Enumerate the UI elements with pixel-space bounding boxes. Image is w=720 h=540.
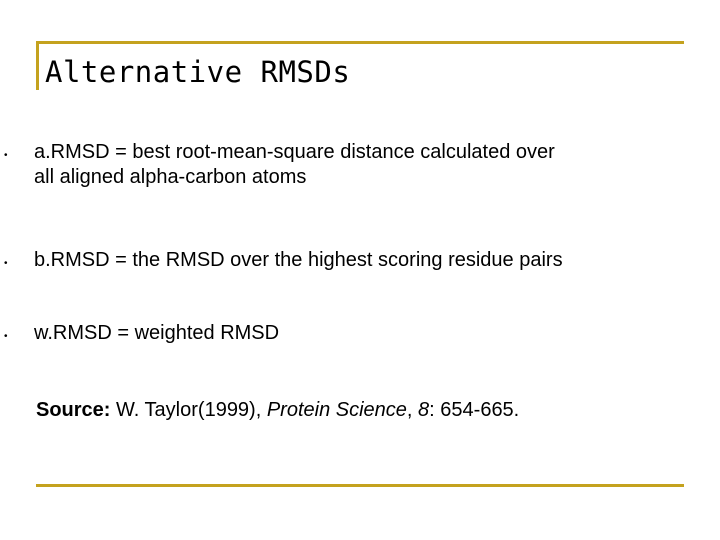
bullet-text-line: w.RMSD = weighted RMSD [34, 322, 280, 344]
bullet-text [34, 321, 714, 346]
source-pages: : 654-665. [429, 399, 520, 421]
bullet-icon: • [4, 331, 8, 342]
bottom-rule [36, 484, 684, 487]
bullet-text [34, 248, 714, 273]
source-comma: , [406, 399, 413, 421]
source-label: Source: [36, 399, 111, 421]
source-volume: 8 [418, 399, 430, 421]
title-rule-left [36, 41, 39, 90]
title-rule-top [36, 41, 684, 44]
bullet-icon: • [4, 258, 8, 269]
bullet-text-line: a.RMSD = best root-mean-square distance calculated over [34, 141, 555, 163]
slide-title: Alternative RMSDs [45, 55, 351, 89]
bullet-text-line: b.RMSD = the RMSD over the highest scoring residue pairs [34, 249, 563, 271]
bullet-icon: • [4, 150, 8, 161]
bullet-text [34, 140, 714, 190]
source-author: W. Taylor(1999), [116, 399, 262, 421]
bullet-text-line: all aligned alpha-carbon atoms [34, 166, 307, 188]
source-journal: Protein Science [266, 399, 407, 421]
source-citation [36, 397, 519, 423]
